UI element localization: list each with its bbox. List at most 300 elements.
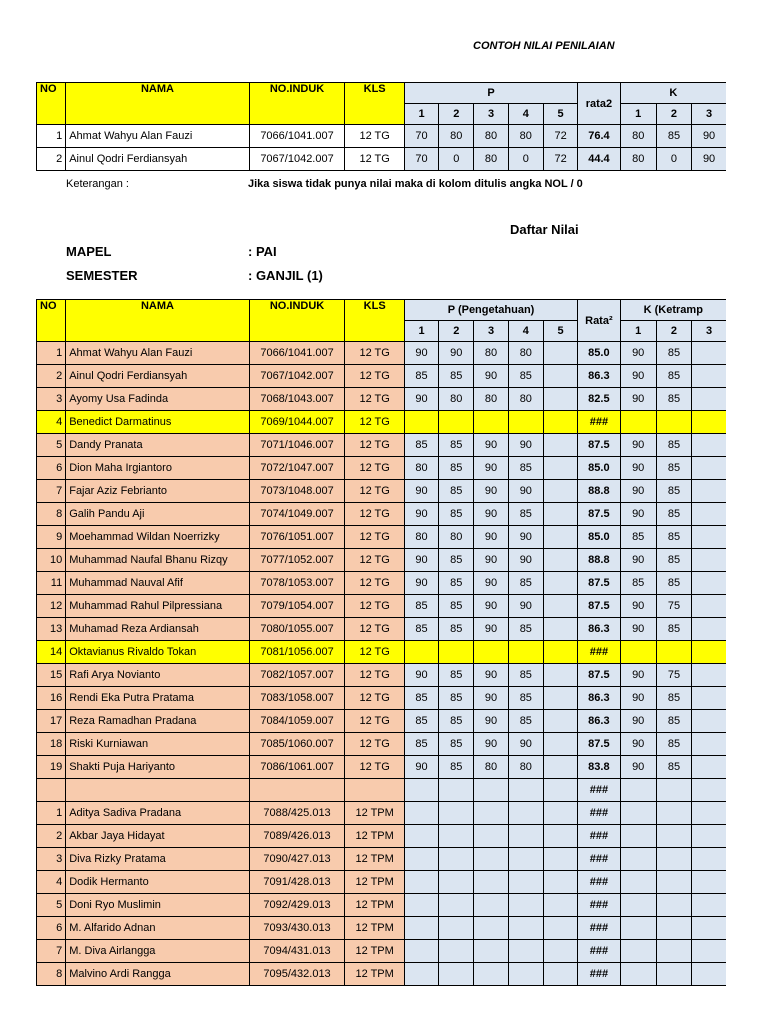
table-row [37,894,727,917]
header-noinduk: NO.INDUK [249,300,345,342]
cell-nama [66,779,249,802]
table-row [37,664,727,687]
cell-k-3 [692,802,726,825]
cell-p-1: 90 [404,664,438,687]
cell-k-2: 85 [656,526,691,549]
cell-p-3: 90 [474,664,508,687]
cell-noinduk: 7074/1049.007 [249,503,345,526]
table-row [37,733,727,756]
cell-p-3 [474,411,508,434]
cell-p-4: 85 [508,365,543,388]
table-row [37,503,727,526]
cell-p-2: 85 [439,480,474,503]
table-row [37,125,727,148]
cell-kls: 12 TG [345,572,404,595]
cell-p-3 [474,802,508,825]
cell-k-1 [620,940,656,963]
cell-kls: 12 TG [345,618,404,641]
cell-p-3 [474,871,508,894]
cell-p-1: 85 [404,687,438,710]
cell-k-1: 90 [620,710,656,733]
cell-p-5 [543,549,577,572]
cell-p-1: 70 [404,125,438,148]
cell-k-2: 85 [656,549,691,572]
cell-rata: 85.0 [578,342,620,365]
cell-rata: 87.5 [578,503,620,526]
cell-p-5 [543,687,577,710]
cell-p-4: 80 [508,756,543,779]
cell-nama: Benedict Darmatinus [66,411,249,434]
note-text: Jika siswa tidak punya nilai maka di kolom ditulis angka NOL / 0 [248,178,583,190]
cell-nama: Diva Rizky Pratama [66,848,249,871]
note-label: Keterangan : [66,178,129,190]
cell-rata: ### [578,825,620,848]
table-row [37,871,727,894]
mapel-label: MAPEL [66,244,112,259]
cell-k-2 [656,894,691,917]
cell-rata: 87.5 [578,434,620,457]
cell-k-1: 90 [620,549,656,572]
cell-k-3 [692,595,726,618]
table-row [37,148,727,171]
cell-p-1: 90 [404,480,438,503]
cell-p-5 [543,434,577,457]
cell-no: 11 [37,572,66,595]
cell-p-2: 85 [439,756,474,779]
cell-p-4: 85 [508,457,543,480]
header-no: NO [37,300,66,342]
cell-p-4 [508,641,543,664]
cell-p-3: 90 [474,457,508,480]
cell-rata: ### [578,779,620,802]
cell-p-3 [474,641,508,664]
cell-p-2 [439,641,474,664]
table-row [37,342,727,365]
cell-p-1 [404,641,438,664]
cell-p-4: 85 [508,710,543,733]
cell-k-2: 85 [656,342,691,365]
cell-p-5 [543,595,577,618]
cell-k-2: 85 [656,457,691,480]
cell-p-2: 85 [439,687,474,710]
cell-k-3 [692,756,726,779]
table-row [37,618,727,641]
cell-nama: Dodik Hermanto [66,871,249,894]
cell-nama: Ahmat Wahyu Alan Fauzi [66,125,249,148]
cell-p-3 [474,779,508,802]
cell-no: 8 [37,963,66,986]
cell-k-2: 85 [656,503,691,526]
cell-p-4: 85 [508,503,543,526]
cell-p-4 [508,940,543,963]
subheader-k-2: 2 [656,321,691,342]
cell-nama: Reza Ramadhan Pradana [66,710,249,733]
cell-k-3 [692,457,726,480]
table-row [37,549,727,572]
subheader-k-1: 1 [620,104,656,125]
subheader-p-1: 1 [404,104,438,125]
cell-k-2: 85 [656,365,691,388]
cell-p-5: 72 [543,148,577,171]
cell-kls: 12 TG [345,411,404,434]
cell-p-4: 85 [508,687,543,710]
cell-p-1 [404,825,438,848]
cell-noinduk: 7080/1055.007 [249,618,345,641]
cell-noinduk: 7076/1051.007 [249,526,345,549]
cell-p-2: 85 [439,710,474,733]
cell-rata: 76.4 [578,125,620,148]
cell-p-3 [474,848,508,871]
cell-kls: 12 TG [345,526,404,549]
cell-rata: 88.8 [578,549,620,572]
cell-p-4: 85 [508,664,543,687]
subheader-p-4: 4 [508,321,543,342]
table-row [37,388,727,411]
cell-k-2: 75 [656,664,691,687]
cell-kls: 12 TG [345,641,404,664]
cell-nama: Fajar Aziz Febrianto [66,480,249,503]
subheader-p-3: 3 [474,321,508,342]
cell-k-3 [692,365,726,388]
grade-table [36,299,726,986]
cell-k-2 [656,848,691,871]
cell-p-5 [543,917,577,940]
cell-noinduk: 7086/1061.007 [249,756,345,779]
cell-k-1 [620,802,656,825]
cell-p-1: 90 [404,342,438,365]
cell-no: 4 [37,411,66,434]
cell-k-1: 90 [620,457,656,480]
cell-k-2: 85 [656,480,691,503]
cell-rata: 44.4 [578,148,620,171]
cell-p-2: 85 [439,365,474,388]
cell-nama: Rendi Eka Putra Pratama [66,687,249,710]
cell-kls: 12 TG [345,710,404,733]
cell-p-5 [543,618,577,641]
table-row [37,457,727,480]
cell-p-3: 80 [474,756,508,779]
cell-p-3: 90 [474,480,508,503]
table-row [37,480,727,503]
semester-value: : GANJIL (1) [248,268,323,283]
cell-no [37,779,66,802]
cell-rata: ### [578,641,620,664]
cell-p-3: 90 [474,733,508,756]
cell-nama: Akbar Jaya Hidayat [66,825,249,848]
header-kls: KLS [345,83,404,125]
cell-p-2 [439,779,474,802]
cell-p-4 [508,894,543,917]
cell-p-4: 90 [508,595,543,618]
cell-p-5: 72 [543,125,577,148]
cell-k-1 [620,871,656,894]
cell-kls: 12 TG [345,365,404,388]
cell-p-4: 80 [508,125,543,148]
cell-p-3: 80 [474,125,508,148]
cell-nama: Ainul Qodri Ferdiansyah [66,148,249,171]
cell-p-1: 85 [404,434,438,457]
cell-k-1: 80 [620,148,656,171]
cell-p-1: 70 [404,148,438,171]
cell-k-1: 90 [620,664,656,687]
cell-p-4: 0 [508,148,543,171]
cell-rata: 86.3 [578,710,620,733]
cell-k-1 [620,411,656,434]
cell-no: 15 [37,664,66,687]
cell-p-5 [543,848,577,871]
semester-label: SEMESTER [66,268,138,283]
cell-p-3: 90 [474,503,508,526]
table-row [37,687,727,710]
cell-p-1 [404,871,438,894]
cell-k-2: 85 [656,572,691,595]
cell-nama: Riski Kurniawan [66,733,249,756]
cell-p-4: 90 [508,526,543,549]
cell-noinduk: 7085/1060.007 [249,733,345,756]
cell-p-1: 90 [404,549,438,572]
cell-p-1: 90 [404,756,438,779]
cell-p-5 [543,572,577,595]
cell-p-2 [439,871,474,894]
cell-k-3 [692,526,726,549]
cell-k-1: 90 [620,342,656,365]
cell-p-2: 85 [439,434,474,457]
table-row [37,848,727,871]
cell-kls: 12 TPM [345,917,404,940]
cell-no: 9 [37,526,66,549]
cell-k-2: 0 [656,148,691,171]
cell-noinduk: 7067/1042.007 [249,365,345,388]
cell-p-5 [543,388,577,411]
cell-p-2 [439,825,474,848]
cell-p-1: 85 [404,595,438,618]
cell-noinduk: 7079/1054.007 [249,595,345,618]
cell-kls: 12 TPM [345,802,404,825]
cell-rata: 87.5 [578,595,620,618]
cell-p-4 [508,411,543,434]
cell-p-5 [543,871,577,894]
cell-rata: ### [578,871,620,894]
cell-rata: 82.5 [578,388,620,411]
cell-p-3 [474,825,508,848]
cell-noinduk: 7095/432.013 [249,963,345,986]
cell-k-3 [692,411,726,434]
cell-p-5 [543,503,577,526]
cell-k-2 [656,641,691,664]
cell-rata: 85.0 [578,457,620,480]
table-row [37,756,727,779]
cell-p-3 [474,940,508,963]
cell-p-4: 85 [508,618,543,641]
cell-k-3 [692,710,726,733]
cell-k-2 [656,917,691,940]
cell-k-3 [692,664,726,687]
cell-p-5 [543,756,577,779]
cell-k-3 [692,894,726,917]
table-row [37,802,727,825]
cell-p-2: 85 [439,595,474,618]
cell-rata: 86.3 [578,618,620,641]
cell-p-2 [439,940,474,963]
cell-k-2 [656,779,691,802]
cell-kls: 12 TPM [345,825,404,848]
cell-p-2 [439,894,474,917]
cell-p-1 [404,940,438,963]
cell-p-3: 90 [474,549,508,572]
cell-p-5 [543,802,577,825]
subheader-p-5: 5 [543,321,577,342]
cell-p-4: 90 [508,434,543,457]
cell-p-3: 90 [474,365,508,388]
cell-noinduk: 7073/1048.007 [249,480,345,503]
cell-p-2: 0 [439,148,474,171]
cell-kls: 12 TPM [345,848,404,871]
cell-k-2: 75 [656,595,691,618]
cell-k-3 [692,733,726,756]
cell-no: 2 [37,825,66,848]
cell-noinduk: 7091/428.013 [249,871,345,894]
header-k: K (Ketramp [620,300,726,321]
cell-p-5 [543,342,577,365]
cell-kls: 12 TG [345,457,404,480]
subheader-k-3: 3 [692,104,726,125]
cell-k-1 [620,825,656,848]
cell-k-3 [692,618,726,641]
cell-kls: 12 TG [345,480,404,503]
cell-rata: ### [578,848,620,871]
cell-noinduk: 7090/427.013 [249,848,345,871]
cell-k-3 [692,503,726,526]
cell-noinduk: 7071/1046.007 [249,434,345,457]
subheader-k-1: 1 [620,321,656,342]
cell-p-3: 80 [474,342,508,365]
cell-k-1: 90 [620,756,656,779]
cell-nama: Galih Pandu Aji [66,503,249,526]
document-title: CONTOH NILAI PENILAIAN [473,40,615,52]
cell-k-3 [692,779,726,802]
cell-noinduk: 7068/1043.007 [249,388,345,411]
header-kls: KLS [345,300,404,342]
subheader-p-4: 4 [508,104,543,125]
cell-p-2 [439,917,474,940]
cell-p-1: 90 [404,503,438,526]
cell-no: 4 [37,871,66,894]
cell-p-3: 80 [474,388,508,411]
cell-p-4 [508,871,543,894]
section-title: Daftar Nilai [510,222,579,237]
cell-k-3 [692,480,726,503]
cell-noinduk [249,779,345,802]
cell-k-2 [656,411,691,434]
cell-p-5 [543,825,577,848]
cell-rata: 88.8 [578,480,620,503]
cell-nama: Muhammad Naufal Bhanu Rizqy [66,549,249,572]
cell-noinduk: 7066/1041.007 [249,342,345,365]
cell-rata: 87.5 [578,572,620,595]
header-k: K [620,83,726,104]
cell-p-4 [508,779,543,802]
cell-p-2: 85 [439,733,474,756]
cell-nama: M. Alfarido Adnan [66,917,249,940]
table-row [37,710,727,733]
cell-p-1 [404,802,438,825]
cell-rata: 85.0 [578,526,620,549]
cell-p-5 [543,963,577,986]
subheader-p-3: 3 [474,104,508,125]
cell-k-1: 85 [620,572,656,595]
header-noinduk: NO.INDUK [249,83,345,125]
cell-k-1 [620,894,656,917]
cell-p-5 [543,710,577,733]
cell-p-2: 80 [439,125,474,148]
cell-p-4 [508,825,543,848]
cell-p-4: 90 [508,480,543,503]
cell-k-3 [692,848,726,871]
cell-kls: 12 TG [345,664,404,687]
cell-kls: 12 TG [345,756,404,779]
cell-k-3 [692,687,726,710]
cell-nama: Ahmat Wahyu Alan Fauzi [66,342,249,365]
cell-k-3: 90 [692,125,726,148]
cell-k-2: 85 [656,710,691,733]
table-row [37,641,727,664]
cell-p-1: 80 [404,457,438,480]
cell-k-3 [692,572,726,595]
table-row [37,434,727,457]
cell-nama: Dion Maha Irgiantoro [66,457,249,480]
cell-p-3: 90 [474,595,508,618]
cell-p-4 [508,963,543,986]
cell-p-4: 85 [508,572,543,595]
table-row [37,779,727,802]
cell-noinduk: 7066/1041.007 [249,125,345,148]
cell-k-1: 85 [620,526,656,549]
cell-no: 18 [37,733,66,756]
cell-kls: 12 TG [345,388,404,411]
table-row [37,595,727,618]
cell-k-1 [620,917,656,940]
cell-p-1 [404,779,438,802]
cell-k-2: 85 [656,733,691,756]
cell-k-1: 80 [620,125,656,148]
cell-p-5 [543,480,577,503]
cell-p-3: 90 [474,687,508,710]
cell-no: 6 [37,917,66,940]
cell-k-3: 90 [692,148,726,171]
cell-nama: Dandy Pranata [66,434,249,457]
cell-no: 2 [37,365,66,388]
cell-k-3 [692,825,726,848]
cell-kls: 12 TG [345,342,404,365]
cell-rata: ### [578,940,620,963]
cell-no: 16 [37,687,66,710]
cell-nama: Moehammad Wildan Noerrizky [66,526,249,549]
cell-k-1 [620,779,656,802]
cell-rata: ### [578,963,620,986]
cell-no: 1 [37,342,66,365]
cell-p-5 [543,457,577,480]
subheader-p-5: 5 [543,104,577,125]
cell-k-1 [620,641,656,664]
cell-p-3 [474,917,508,940]
cell-p-2: 85 [439,503,474,526]
cell-kls: 12 TG [345,434,404,457]
cell-p-2: 85 [439,457,474,480]
cell-p-4 [508,802,543,825]
cell-rata: 87.5 [578,664,620,687]
cell-noinduk: 7093/430.013 [249,917,345,940]
cell-p-1 [404,894,438,917]
